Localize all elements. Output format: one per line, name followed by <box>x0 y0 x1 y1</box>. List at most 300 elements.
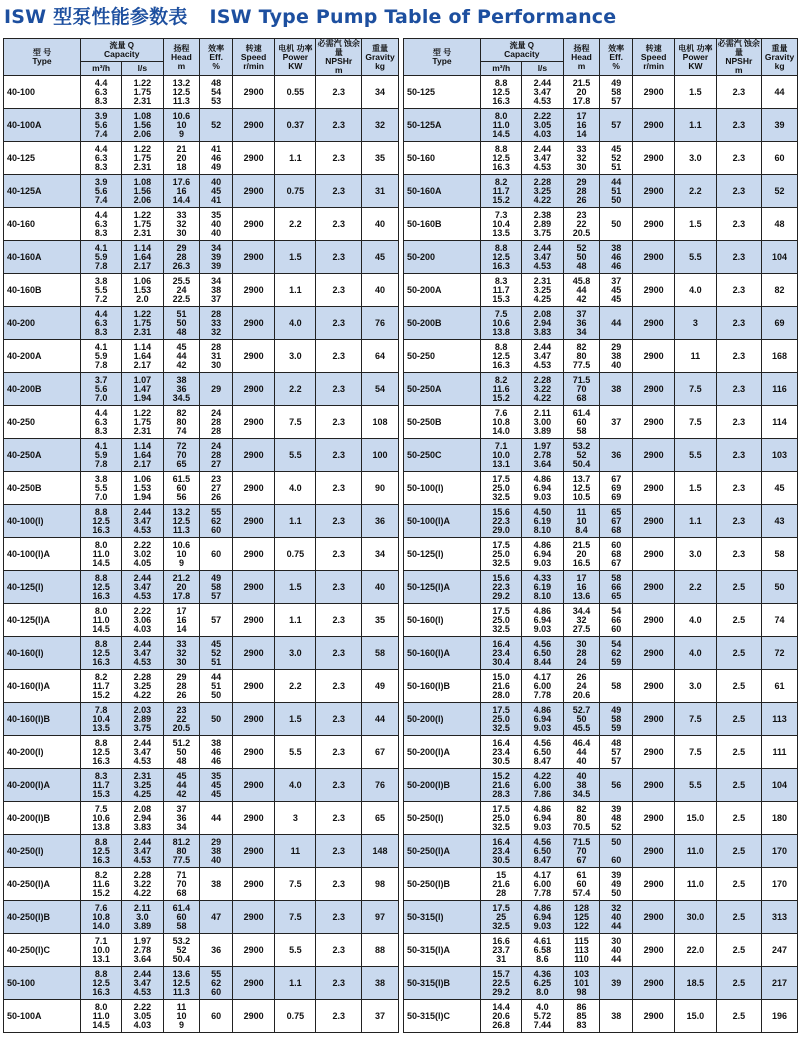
cell-speed <box>632 76 674 109</box>
cell-capacity-m3h <box>481 307 522 340</box>
cell-head-line: 12.5 <box>172 515 191 526</box>
cell-type-value: 40-160(I) <box>7 647 44 658</box>
cell-head-line: 16 <box>176 614 187 625</box>
cell-type-value: 50-125A <box>407 119 442 130</box>
cell-capacity-m3h <box>481 571 522 604</box>
cell-eff-line: 60 <box>211 524 222 535</box>
cell-head-line: 45.8 <box>572 275 591 286</box>
cell-head <box>163 76 200 109</box>
cell-eff-line <box>600 394 632 403</box>
cell-capacity-m3h-line: 22.5 <box>492 977 510 988</box>
cell-head <box>163 241 200 274</box>
cell-head-line: 16.5 <box>572 557 591 568</box>
cell-eff <box>600 472 633 505</box>
cell-npsh-value: 2.3 <box>332 218 346 229</box>
cell-npsh <box>316 340 362 373</box>
cell-capacity-ls <box>122 274 163 307</box>
cell-gravity <box>362 604 399 637</box>
cell-type <box>4 109 81 142</box>
cell-eff-line: 67 <box>611 557 622 568</box>
cell-speed <box>632 307 674 340</box>
cell-head-line: 61.4 <box>572 407 591 418</box>
cell-eff-line: 24 <box>211 440 222 451</box>
cell-capacity-m3h <box>81 670 122 703</box>
header-gravity: 重量 Gravity kg <box>762 39 798 76</box>
cell-speed-value: 2900 <box>643 416 664 427</box>
cell-type-value: 50-200(I)B <box>407 779 451 790</box>
cell-npsh <box>316 76 362 109</box>
cell-eff <box>200 703 233 736</box>
cell-power-value: 3.0 <box>689 680 702 691</box>
cell-eff-line: 46 <box>611 260 622 271</box>
cell-type <box>404 670 481 703</box>
cell-capacity-ls-line: 1.47 <box>133 383 152 394</box>
cell-capacity-ls-line: 2.22 <box>133 539 152 550</box>
cell-eff <box>200 571 233 604</box>
cell-type <box>4 175 81 208</box>
cell-eff-line: 44 <box>211 671 222 682</box>
cell-capacity-ls-line: 2.44 <box>133 506 152 517</box>
cell-gravity <box>362 406 399 439</box>
cell-type <box>4 538 81 571</box>
cell-head-line: 22 <box>576 218 587 229</box>
cell-gravity <box>362 736 399 769</box>
cell-head-line: 37 <box>576 308 587 319</box>
cell-capacity-m3h-line: 16.3 <box>492 161 510 172</box>
cell-capacity-m3h-line: 15.2 <box>492 770 510 781</box>
cell-type-value: 40-250B <box>7 482 42 493</box>
cell-eff-line: 27 <box>211 458 222 469</box>
cell-power <box>675 637 716 670</box>
cell-npsh <box>316 472 362 505</box>
cell-capacity-m3h <box>481 373 522 406</box>
cell-eff-line <box>600 328 632 337</box>
cell-npsh-value: 2.5 <box>732 845 746 856</box>
cell-gravity-value: 217 <box>772 977 788 988</box>
cell-capacity-ls <box>522 604 563 637</box>
cell-gravity <box>762 868 798 901</box>
cell-npsh <box>316 670 362 703</box>
table-row <box>404 208 798 241</box>
cell-capacity-ls-line: 2.17 <box>133 359 152 370</box>
cell-type <box>404 901 481 934</box>
cell-type-value: 50-160 <box>407 152 436 163</box>
cell-capacity-m3h <box>481 802 522 835</box>
cell-eff-line: 32 <box>211 326 222 337</box>
cell-capacity-m3h-line: 15.3 <box>492 293 510 304</box>
cell-eff <box>200 802 233 835</box>
cell-speed-value: 2900 <box>643 746 664 757</box>
cell-gravity <box>762 967 798 1000</box>
cell-eff <box>200 439 233 472</box>
cell-head <box>163 868 200 901</box>
cell-npsh <box>716 406 762 439</box>
cell-eff-line: 36 <box>211 944 222 955</box>
cell-capacity-m3h-line: 12.5 <box>92 581 110 592</box>
header-speed: 转速 Speed r/min <box>232 39 274 76</box>
cell-head-line: 9 <box>178 557 184 568</box>
cell-npsh-value: 2.3 <box>332 581 346 592</box>
cell-eff-line: 57 <box>611 119 622 130</box>
cell-speed-value: 2900 <box>643 812 664 823</box>
cell-npsh-value: 2.3 <box>332 482 346 493</box>
cell-capacity-m3h <box>81 208 122 241</box>
cell-capacity-ls-line: 2.17 <box>133 458 152 469</box>
cell-capacity-ls <box>122 142 163 175</box>
cell-speed <box>632 505 674 538</box>
cell-capacity-ls-line: 3.47 <box>133 977 152 988</box>
cell-power <box>675 1000 716 1033</box>
cell-power-value: 3 <box>292 812 298 823</box>
cell-npsh <box>716 604 762 637</box>
cell-capacity-m3h-line: 6.3 <box>94 416 108 427</box>
cell-speed-value: 2900 <box>243 482 264 493</box>
cell-eff-line: 45 <box>611 284 622 295</box>
cell-power <box>675 274 716 307</box>
cell-power-value: 5.5 <box>289 449 302 460</box>
cell-type <box>404 373 481 406</box>
cell-type-value: 40-200B <box>7 383 42 394</box>
cell-head-line: 68 <box>576 392 587 403</box>
cell-head-line: 13.2 <box>172 506 191 517</box>
cell-gravity-value: 31 <box>375 185 386 196</box>
cell-eff-line: 67 <box>611 473 622 484</box>
cell-npsh <box>716 241 762 274</box>
cell-eff-line: 44 <box>611 317 622 328</box>
cell-capacity-m3h-line: 4.4 <box>94 407 108 418</box>
cell-capacity-ls-line: 2.08 <box>533 308 552 319</box>
cell-eff-line: 60 <box>211 1010 222 1021</box>
cell-head-line: 20 <box>176 581 187 592</box>
cell-capacity-m3h-line: 23.7 <box>492 944 510 955</box>
cell-eff <box>600 571 633 604</box>
cell-head-line: 29 <box>176 671 187 682</box>
cell-eff-line: 45 <box>211 779 222 790</box>
cell-capacity-ls-line: 7.78 <box>533 887 552 898</box>
cell-capacity-ls-line: 1.75 <box>133 218 152 229</box>
cell-capacity-ls-line: 2.31 <box>133 770 152 781</box>
cell-eff-line: 66 <box>611 614 622 625</box>
cell-capacity-m3h <box>481 1000 522 1033</box>
cell-power-value: 7.5 <box>689 383 702 394</box>
cell-gravity-value: 54 <box>375 383 386 394</box>
cell-eff <box>600 373 633 406</box>
cell-capacity-m3h <box>481 142 522 175</box>
cell-eff-line: 28 <box>211 416 222 427</box>
cell-eff-line: 57 <box>211 590 222 601</box>
cell-eff-line: 62 <box>611 647 622 658</box>
cell-capacity-m3h-line: 29.2 <box>492 986 510 997</box>
cell-capacity-ls-line: 6.50 <box>533 746 552 757</box>
cell-npsh-value: 2.5 <box>732 944 746 955</box>
cell-speed <box>632 934 674 967</box>
cell-gravity-value: 111 <box>772 746 787 757</box>
cell-gravity-value: 108 <box>372 416 388 427</box>
cell-speed-value: 2900 <box>243 317 264 328</box>
cell-capacity-m3h-line: 5.9 <box>94 350 108 361</box>
cell-eff-line: 46 <box>211 152 222 163</box>
cell-type-value: 50-160B <box>407 218 442 229</box>
cell-head <box>563 934 600 967</box>
cell-type <box>404 307 481 340</box>
cell-power-value: 1.1 <box>289 284 302 295</box>
cell-capacity-m3h <box>481 439 522 472</box>
cell-head-line: 10 <box>176 548 187 559</box>
cell-speed <box>232 769 274 802</box>
cell-type-value: 40-250(I)B <box>7 911 51 922</box>
cell-npsh-value: 2.3 <box>732 416 746 427</box>
cell-eff-line <box>600 691 632 700</box>
cell-eff-line: 58 <box>611 713 622 724</box>
cell-type <box>404 967 481 1000</box>
cell-head-line: 44 <box>576 284 587 295</box>
cell-capacity-ls <box>122 439 163 472</box>
cell-head-line: 51.2 <box>172 737 191 748</box>
cell-capacity-ls-line: 4.25 <box>133 788 152 799</box>
cell-speed <box>632 208 674 241</box>
table-row <box>404 736 798 769</box>
cell-capacity-ls-line: 2.44 <box>133 638 152 649</box>
cell-capacity-ls-line: 4.0 <box>536 1001 549 1012</box>
cell-npsh <box>316 142 362 175</box>
table-row <box>4 1000 399 1033</box>
cell-capacity-m3h-line: 12.5 <box>92 746 110 757</box>
cell-capacity-m3h-line: 16.3 <box>492 95 510 106</box>
cell-capacity-ls-line: 3.00 <box>533 416 552 427</box>
cell-eff-line: 68 <box>611 524 622 535</box>
cell-head-line: 44 <box>176 779 187 790</box>
cell-head <box>563 307 600 340</box>
cell-gravity-value: 113 <box>772 713 787 724</box>
cell-npsh <box>716 109 762 142</box>
cell-npsh <box>716 208 762 241</box>
cell-npsh <box>316 274 362 307</box>
cell-capacity-m3h-line: 13.8 <box>492 326 510 337</box>
cell-capacity-m3h <box>81 472 122 505</box>
cell-capacity-m3h <box>481 637 522 670</box>
cell-gravity <box>362 868 399 901</box>
cell-capacity-ls-line: 4.53 <box>133 656 152 667</box>
cell-head-line: 28 <box>176 680 187 691</box>
cell-type-value: 50-250A <box>407 383 442 394</box>
table-row <box>4 637 399 670</box>
cell-speed <box>632 670 674 703</box>
cell-head-line: 12.5 <box>172 86 191 97</box>
table-row <box>4 505 399 538</box>
cell-npsh-value: 2.3 <box>732 515 746 526</box>
cell-capacity-ls-line: 2.78 <box>533 449 552 460</box>
cell-capacity-m3h <box>81 571 122 604</box>
cell-capacity-ls-line: 2.28 <box>533 374 552 385</box>
cell-gravity <box>362 340 399 373</box>
cell-npsh-value: 2.3 <box>732 284 746 295</box>
cell-capacity-ls-line: 4.50 <box>533 506 552 517</box>
cell-capacity-m3h-line: 15.7 <box>492 968 510 979</box>
cell-capacity-ls-line: 1.14 <box>133 440 152 451</box>
cell-speed <box>632 571 674 604</box>
cell-npsh-value: 2.3 <box>332 350 346 361</box>
cell-capacity-ls-line: 6.50 <box>533 845 552 856</box>
cell-gravity <box>362 802 399 835</box>
cell-speed-value: 2900 <box>643 350 664 361</box>
cell-npsh <box>716 274 762 307</box>
cell-power-value: 22.0 <box>686 944 705 955</box>
cell-speed-value: 2900 <box>243 812 264 823</box>
cell-gravity-value: 74 <box>774 614 785 625</box>
cell-eff-line: 30 <box>611 935 622 946</box>
cell-eff-line: 40 <box>611 359 622 370</box>
cell-capacity-ls <box>522 637 563 670</box>
cell-capacity-m3h-line: 7.4 <box>94 128 108 139</box>
cell-speed-value: 2900 <box>643 713 664 724</box>
cell-eff <box>600 736 633 769</box>
cell-capacity-m3h <box>481 208 522 241</box>
cell-type <box>4 142 81 175</box>
cell-head-line: 27.5 <box>572 623 591 634</box>
cell-capacity-ls <box>122 736 163 769</box>
cell-head-line: 61 <box>576 869 587 880</box>
cell-eff <box>600 241 633 274</box>
cell-power <box>275 703 316 736</box>
cell-capacity-m3h-line: 16.3 <box>92 986 110 997</box>
cell-capacity-m3h-line: 16.3 <box>92 656 110 667</box>
table-row <box>4 406 399 439</box>
cell-gravity <box>362 769 399 802</box>
cell-speed <box>232 373 274 406</box>
cell-npsh <box>316 307 362 340</box>
cell-npsh-value: 2.3 <box>332 1010 346 1021</box>
cell-capacity-ls <box>522 142 563 175</box>
cell-capacity-ls <box>122 538 163 571</box>
cell-eff-line: 31 <box>211 350 222 361</box>
cell-capacity-ls <box>522 703 563 736</box>
cell-eff-line: 48 <box>611 812 622 823</box>
cell-npsh <box>316 406 362 439</box>
cell-head <box>163 109 200 142</box>
cell-head-line: 10 <box>576 515 587 526</box>
cell-npsh <box>716 340 762 373</box>
cell-eff-line: 36 <box>611 449 622 460</box>
cell-capacity-ls-line: 2.89 <box>533 218 552 229</box>
cell-power-value: 2.2 <box>689 185 702 196</box>
cell-power <box>275 274 316 307</box>
cell-gravity-value: 35 <box>375 152 386 163</box>
cell-head-line: 21.5 <box>572 77 591 88</box>
table-row <box>4 142 399 175</box>
cell-power-value: 1.5 <box>289 581 302 592</box>
cell-npsh <box>716 868 762 901</box>
cell-eff <box>200 637 233 670</box>
cell-gravity-value: 38 <box>375 977 386 988</box>
cell-capacity-m3h-line: 30.5 <box>492 854 510 865</box>
cell-gravity <box>762 604 798 637</box>
cell-type <box>404 175 481 208</box>
cell-gravity-value: 36 <box>375 515 386 526</box>
cell-power <box>275 736 316 769</box>
cell-head-line: 82 <box>576 803 587 814</box>
cell-speed <box>632 703 674 736</box>
cell-capacity-m3h-line: 25.0 <box>492 548 510 559</box>
cell-head-line: 58 <box>176 920 187 931</box>
cell-head-line: 17.6 <box>172 176 191 187</box>
cell-speed-value: 2900 <box>643 845 664 856</box>
cell-gravity <box>762 637 798 670</box>
cell-gravity <box>762 373 798 406</box>
cell-gravity-value: 196 <box>772 1010 788 1021</box>
cell-capacity-ls-line: 8.47 <box>533 755 552 766</box>
cell-power <box>275 439 316 472</box>
cell-speed-value: 2900 <box>243 647 264 658</box>
cell-gravity-value: 76 <box>375 317 386 328</box>
cell-gravity-value: 43 <box>774 515 785 526</box>
cell-power-value: 1.1 <box>689 515 702 526</box>
cell-head-line: 44 <box>576 746 587 757</box>
cell-power-value: 2.2 <box>289 218 302 229</box>
cell-eff-line: 28 <box>211 449 222 460</box>
cell-power-value: 4.0 <box>289 317 302 328</box>
cell-capacity-ls <box>122 670 163 703</box>
table-row <box>4 340 399 373</box>
table-row <box>404 934 798 967</box>
cell-capacity-ls-line: 4.56 <box>533 638 552 649</box>
cell-speed <box>232 703 274 736</box>
cell-speed <box>632 637 674 670</box>
cell-speed-value: 2900 <box>243 779 264 790</box>
cell-eff-line: 50 <box>211 713 222 724</box>
cell-capacity-ls <box>522 406 563 439</box>
cell-head-line: 46.4 <box>572 737 591 748</box>
cell-eff-line: 56 <box>611 779 622 790</box>
cell-gravity-value: 50 <box>774 581 785 592</box>
cell-type <box>4 571 81 604</box>
cell-power <box>275 307 316 340</box>
cell-eff <box>200 505 233 538</box>
cell-head-line: 50 <box>176 317 187 328</box>
cell-head <box>563 208 600 241</box>
cell-capacity-m3h-line: 15.6 <box>492 506 510 517</box>
cell-eff-line: 58 <box>611 572 622 583</box>
cell-head-line: 20 <box>576 86 587 97</box>
cell-head <box>563 472 600 505</box>
cell-capacity-m3h-line: 17.5 <box>492 902 510 913</box>
cell-head-line: 8.4 <box>575 524 588 535</box>
cell-capacity-ls-line: 7.44 <box>533 1019 552 1030</box>
cell-eff-line: 34 <box>211 275 222 286</box>
cell-capacity-ls-line: 2.44 <box>533 77 552 88</box>
cell-capacity-m3h-line: 4.4 <box>94 308 108 319</box>
cell-type-value: 50-125(I)A <box>407 581 451 592</box>
cell-capacity-m3h-line: 7.0 <box>94 491 108 502</box>
cell-capacity-ls-line: 4.53 <box>133 986 152 997</box>
cell-capacity-m3h-line: 10.6 <box>92 812 110 823</box>
cell-capacity-m3h-line: 22.3 <box>492 581 510 592</box>
cell-power-value: 7.5 <box>689 416 702 427</box>
cell-power-value: 5.5 <box>289 944 302 955</box>
cell-type-value: 50-315(I)B <box>407 977 451 988</box>
cell-capacity-ls-line: 6.19 <box>533 515 552 526</box>
cell-eff <box>200 406 233 439</box>
cell-eff-line <box>200 922 232 931</box>
cell-head <box>163 769 200 802</box>
cell-eff <box>600 175 633 208</box>
cell-eff-line: 65 <box>611 590 622 601</box>
cell-eff <box>200 901 233 934</box>
cell-capacity-m3h-line: 3.8 <box>94 275 108 286</box>
cell-eff-line: 51 <box>611 185 622 196</box>
cell-capacity-m3h-line: 8.8 <box>494 143 508 154</box>
cell-npsh <box>716 835 762 868</box>
cell-speed <box>232 142 274 175</box>
